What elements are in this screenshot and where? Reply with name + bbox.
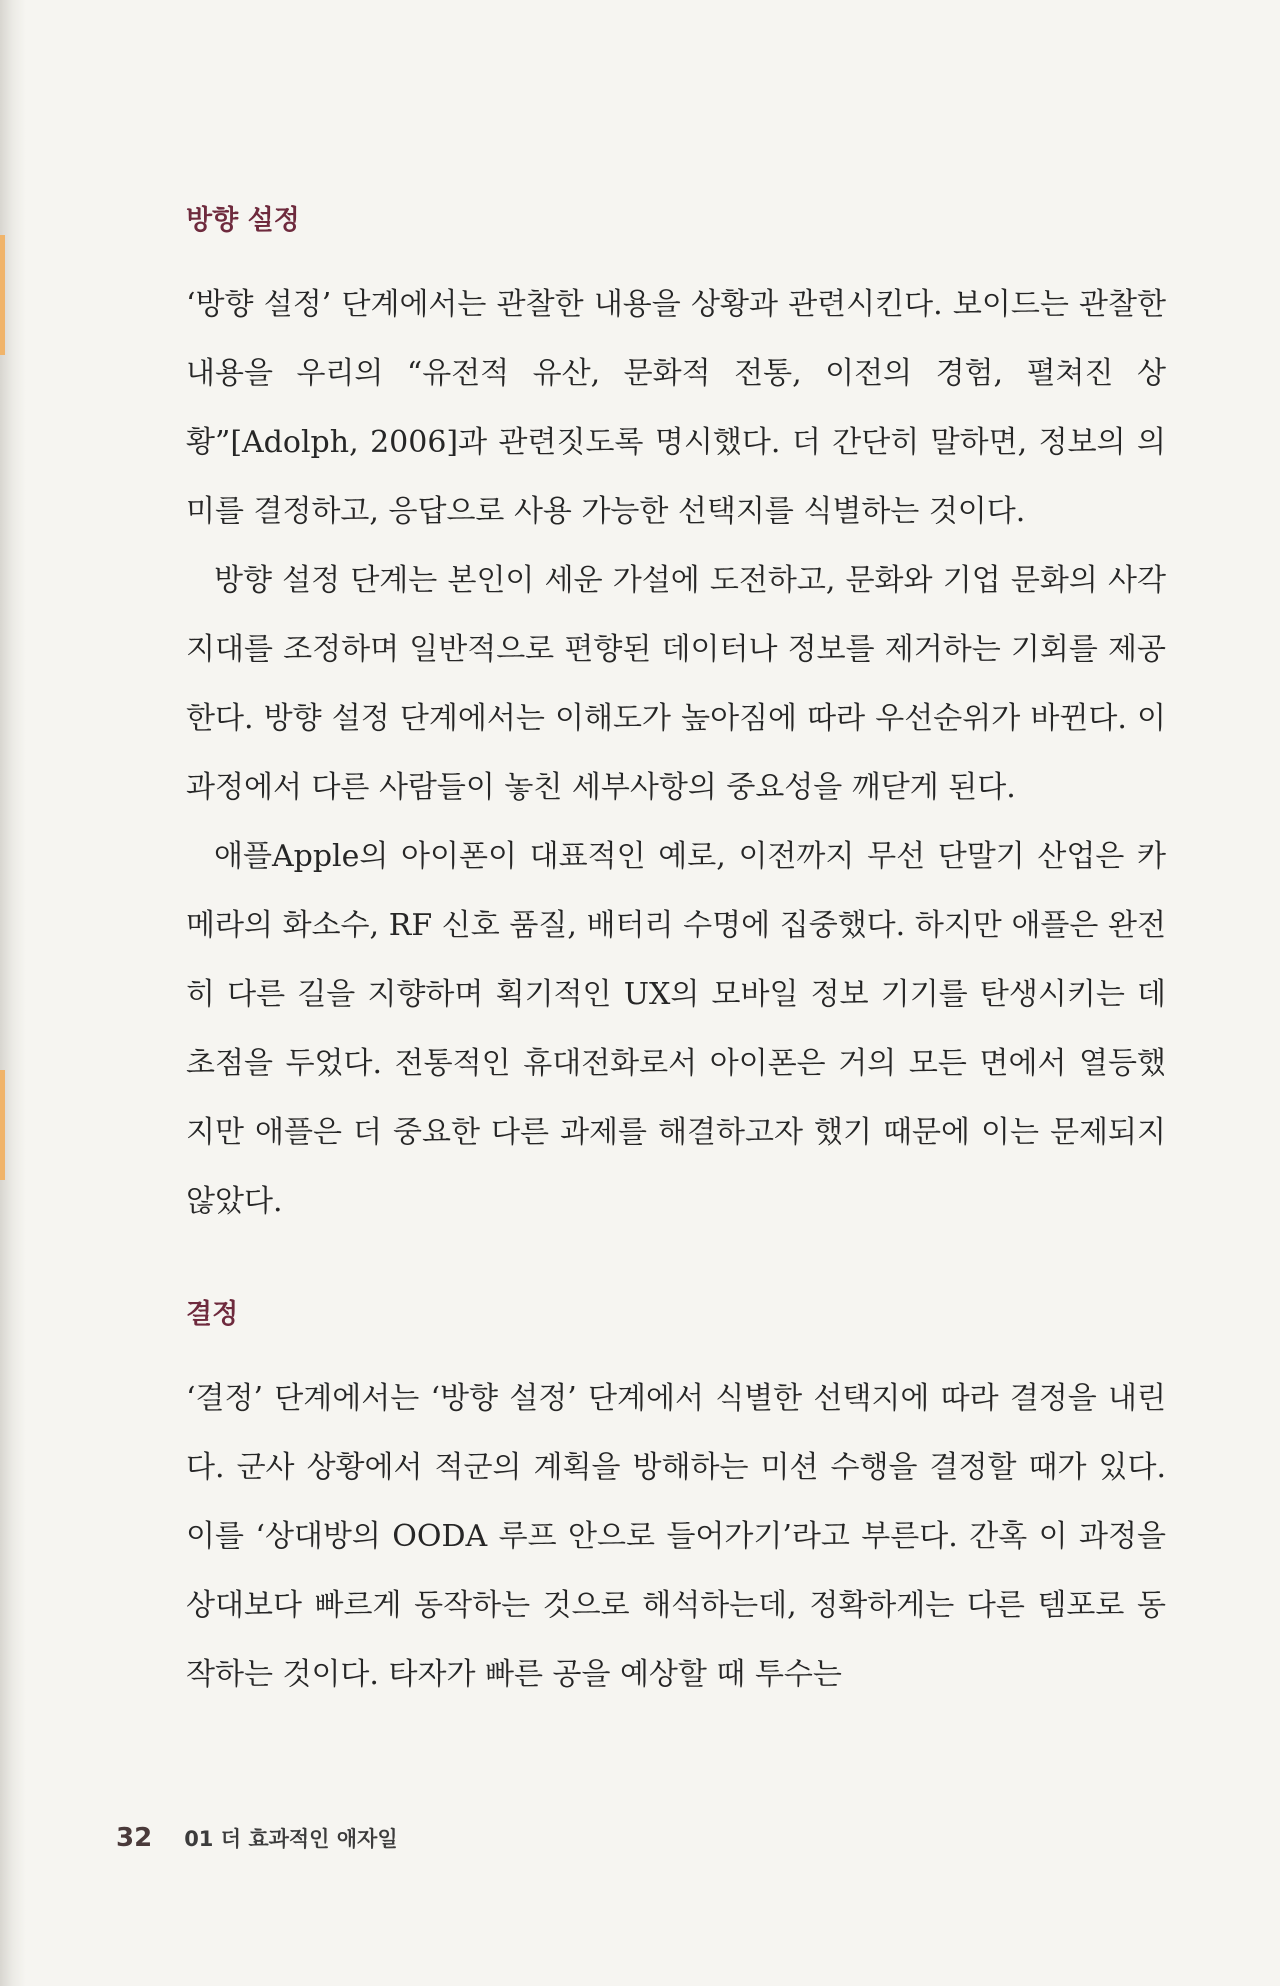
section-spacer (186, 1236, 1166, 1284)
page-edge-tab (0, 1070, 5, 1180)
paragraph: ‘방향 설정’ 단계에서는 관찰한 내용을 상황과 관련시킨다. 보이드는 관찰한 내용을 우리의 “유전적 유산, 문화적 전통, 이전의 경험, 펼쳐진 상황”[Adolph, 2006]과 관련짓도록 명시했다. 더 간단히 말하면, 정보의 의미를 결정하고, 응답으로 사용 가능한 선택지를 식별하는 것이다. (186, 287, 1166, 529)
page-body (186, 190, 1166, 1709)
paragraph: 방향 설정 단계는 본인이 세운 가설에 도전하고, 문화와 기업 문화의 사각 지대를 조정하며 일반적으로 편향된 데이터나 정보를 제거하는 기회를 제공한다. 방향 설정 단계에서는 이해도가 높아짐에 따라 우선순위가 바뀐다. 이 과정에서 다른 사람들이 놓친 세부사항의 중요성을 깨닫게 된다. (186, 563, 1166, 805)
page-number: 32 (116, 1823, 153, 1853)
section-heading: 방향 설정 (186, 205, 300, 236)
paragraph: 애플Apple의 아이폰이 대표적인 예로, 이전까지 무선 단말기 산업은 카메라의 화소수, RF 신호 품질, 배터리 수명에 집중했다. 하지만 애플은 완전히 다른 길을 지향하며 획기적인 UX의 모바일 정보 기기를 탄생시키는 데 초점을 두었다. 전통적인 휴대전화로서 아이폰은 거의 모든 면에서 열등했지만 애플은 더 중요한 다른 과제를 해결하고자 했기 때문에 이는 문제되지 않았다. (186, 839, 1166, 1219)
running-chapter-title: 01 더 효과적인 애자일 (184, 1827, 398, 1851)
section-heading: 결정 (186, 1299, 239, 1330)
page-footer (116, 1818, 398, 1858)
page-edge-tab (0, 235, 5, 355)
paragraph: ‘결정’ 단계에서는 ‘방향 설정’ 단계에서 식별한 선택지에 따라 결정을 내린다. 군사 상황에서 적군의 계획을 방해하는 미션 수행을 결정할 때가 있다. 이를 ‘상대방의 OODA 루프 안으로 들어가기’라고 부른다. 간혹 이 과정을 상대보다 빠르게 동작하는 것으로 해석하는데, 정확하게는 다른 템포로 동작하는 것이다. 타자가 빠른 공을 예상할 때 투수는 (186, 1381, 1166, 1692)
